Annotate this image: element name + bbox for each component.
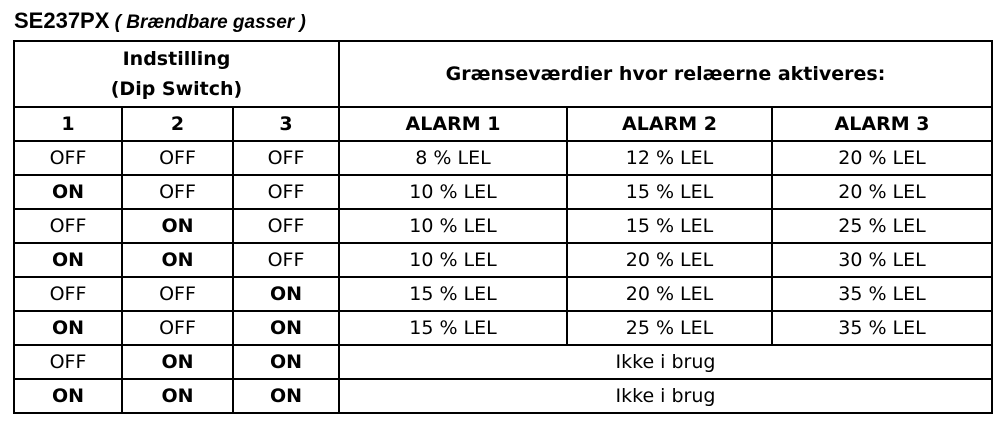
- alarm-1-cell: 15 % LEL: [339, 277, 567, 311]
- switch-3-cell: ON: [233, 277, 339, 311]
- alarm-3-cell: 20 % LEL: [772, 175, 992, 209]
- alarm-1-header: ALARM 1: [339, 107, 567, 141]
- document-title: [14, 6, 306, 36]
- switch-3-cell: OFF: [233, 175, 339, 209]
- switch-1-cell: OFF: [14, 345, 122, 379]
- not-in-use-cell: Ikke i brug: [339, 345, 992, 379]
- switch-2-header: 2: [122, 107, 233, 141]
- alarm-1-cell: 15 % LEL: [339, 311, 567, 345]
- table-row: [14, 209, 992, 243]
- table-row: [14, 311, 992, 345]
- switch-2-cell: OFF: [122, 175, 233, 209]
- alarm-3-cell: 25 % LEL: [772, 209, 992, 243]
- alarm-2-cell: 12 % LEL: [567, 141, 772, 175]
- switch-3-cell: ON: [233, 379, 339, 413]
- alarm-3-cell: 20 % LEL: [772, 141, 992, 175]
- header-row-columns: [14, 107, 992, 141]
- table-row: [14, 243, 992, 277]
- switch-2-cell: ON: [122, 345, 233, 379]
- header-row-group: [14, 41, 992, 107]
- switch-1-cell: OFF: [14, 141, 122, 175]
- alarm-1-cell: 10 % LEL: [339, 209, 567, 243]
- switch-1-header: 1: [14, 107, 122, 141]
- switch-2-cell: ON: [122, 209, 233, 243]
- subtitle-open: (: [109, 12, 127, 33]
- alarm-3-cell: 35 % LEL: [772, 277, 992, 311]
- threshold-header: Grænseværdier hvor relæerne aktiveres:: [339, 41, 992, 107]
- switch-1-cell: ON: [14, 379, 122, 413]
- table-row: [14, 345, 992, 379]
- switch-3-cell: OFF: [233, 243, 339, 277]
- alarm-3-cell: 35 % LEL: [772, 311, 992, 345]
- switch-3-header: 3: [233, 107, 339, 141]
- alarm-2-header: ALARM 2: [567, 107, 772, 141]
- subtitle: Brændbare gasser: [126, 12, 295, 33]
- table-row: [14, 379, 992, 413]
- switch-2-cell: ON: [122, 243, 233, 277]
- switch-2-cell: OFF: [122, 277, 233, 311]
- switch-3-cell: OFF: [233, 141, 339, 175]
- alarm-3-header: ALARM 3: [772, 107, 992, 141]
- alarm-2-cell: 15 % LEL: [567, 175, 772, 209]
- alarm-2-cell: 25 % LEL: [567, 311, 772, 345]
- switch-1-cell: OFF: [14, 277, 122, 311]
- switch-1-cell: OFF: [14, 209, 122, 243]
- alarm-1-cell: 10 % LEL: [339, 243, 567, 277]
- switch-3-cell: OFF: [233, 209, 339, 243]
- table-row: [14, 141, 992, 175]
- switch-3-cell: ON: [233, 345, 339, 379]
- switch-2-cell: OFF: [122, 141, 233, 175]
- alarm-1-cell: 10 % LEL: [339, 175, 567, 209]
- switch-2-cell: ON: [122, 379, 233, 413]
- setting-header: [14, 41, 339, 107]
- switch-2-cell: OFF: [122, 311, 233, 345]
- alarm-1-cell: 8 % LEL: [339, 141, 567, 175]
- not-in-use-cell: Ikke i brug: [339, 379, 992, 413]
- switch-3-cell: ON: [233, 311, 339, 345]
- setting-header-line1: Indstilling: [122, 48, 231, 70]
- dip-switch-table: [13, 40, 993, 414]
- switch-1-cell: ON: [14, 311, 122, 345]
- alarm-3-cell: 30 % LEL: [772, 243, 992, 277]
- setting-header-line2: (Dip Switch): [110, 78, 243, 100]
- table-body: [14, 141, 992, 413]
- switch-1-cell: ON: [14, 243, 122, 277]
- switch-1-cell: ON: [14, 175, 122, 209]
- table-row: [14, 277, 992, 311]
- alarm-2-cell: 20 % LEL: [567, 277, 772, 311]
- table-row: [14, 175, 992, 209]
- model-name: SE237PX: [14, 8, 110, 33]
- alarm-2-cell: 15 % LEL: [567, 209, 772, 243]
- subtitle-close: ): [294, 12, 306, 33]
- alarm-2-cell: 20 % LEL: [567, 243, 772, 277]
